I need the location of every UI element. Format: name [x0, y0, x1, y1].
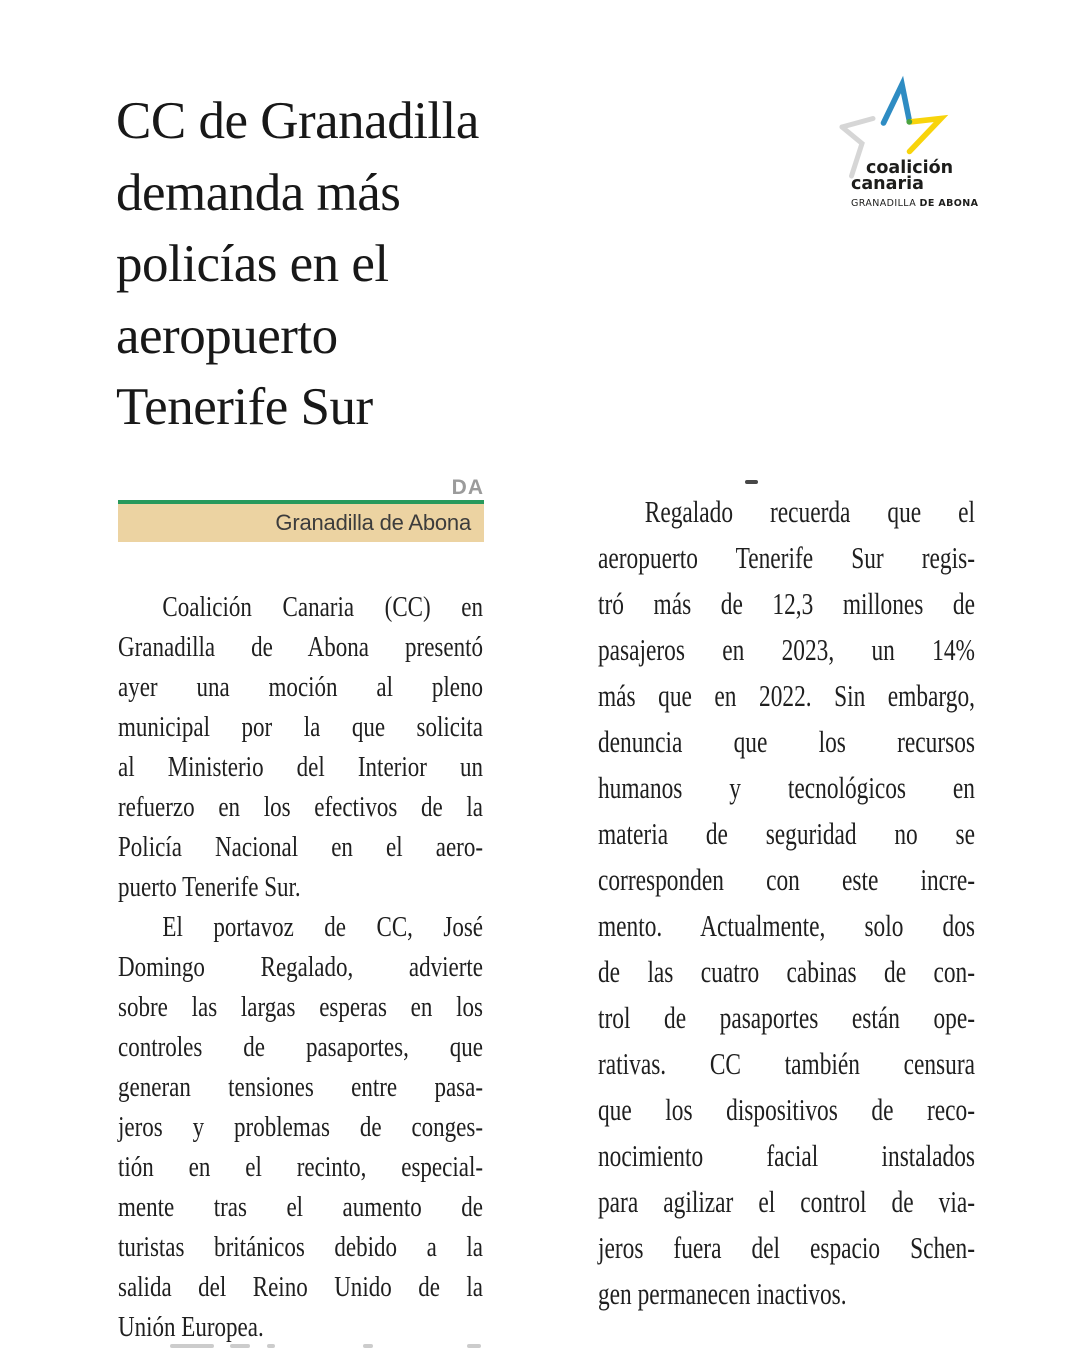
text-line: puerto Tenerife Sur. — [118, 871, 301, 903]
text-line: pasajeros en 2023, un 14% — [598, 632, 975, 667]
headline-line: aeropuerto — [116, 306, 338, 365]
cutoff-text-artifact — [745, 480, 758, 484]
logo-brand-line1: coalición — [866, 158, 954, 178]
text-line: municipal por la que solicita — [118, 711, 484, 743]
text-line: mente tras el aumento de — [118, 1191, 484, 1223]
text-line: Unión Europea. — [118, 1311, 264, 1343]
text-line: salida del Reino Unido de la — [118, 1271, 484, 1303]
text-line: más que en 2022. Sin embargo, — [598, 678, 975, 713]
article-column-right — [598, 489, 975, 1317]
star-gray-arm — [842, 119, 873, 128]
headline-line: CC de Granadilla — [116, 92, 479, 150]
text-line: Domingo Regalado, advierte — [118, 951, 484, 983]
text-line: El portavoz de CC, José — [162, 911, 484, 943]
text-line: de las cuatro cabinas de con- — [598, 954, 975, 989]
text-line: Regalado recuerda que el — [644, 494, 975, 529]
text-line: Policía Nacional en el aero- — [118, 831, 484, 863]
article-column-left — [118, 587, 483, 1347]
text-line: humanos y tecnológicos en — [598, 770, 975, 805]
logo-brand-line2: canaria — [851, 174, 924, 194]
logo-location-line — [851, 199, 978, 209]
kicker-box — [118, 504, 484, 542]
text-line: al Ministerio del Interior un — [118, 751, 484, 783]
text-line: turistas británicos debido a la — [118, 1231, 484, 1263]
text-line: aeropuerto Tenerife Sur regis- — [598, 540, 975, 575]
star-gray-tail — [842, 127, 862, 176]
cutoff-ghost-line — [118, 1344, 484, 1350]
text-line: rativas. CC también censura — [598, 1046, 975, 1081]
headline-line: demanda más — [116, 163, 401, 222]
text-line: jeros y problemas de conges- — [118, 1111, 484, 1143]
text-line: ayer una moción al pleno — [118, 671, 484, 703]
text-line: Coalición Canaria (CC) en — [162, 591, 484, 623]
text-line: tión en el recinto, especial- — [118, 1151, 484, 1183]
text-line: generan tensiones entre pasa- — [118, 1071, 484, 1103]
star-blue-peak — [884, 85, 910, 124]
star-yellow-chevron — [910, 119, 942, 152]
text-line: mento. Actualmente, solo dos — [598, 908, 975, 943]
text-line: que los dispositivos de reco- — [598, 1092, 975, 1127]
text-line: nocimiento facial instalados — [598, 1138, 975, 1173]
headline-line: Tenerife Sur — [116, 378, 373, 436]
headline — [116, 86, 546, 444]
text-line: controles de pasaportes, que — [118, 1031, 484, 1063]
text-line: materia de seguridad no se — [598, 816, 975, 851]
text-line: denuncia que los recursos — [598, 724, 975, 759]
logo-location-regular: GRANADILLA — [851, 198, 920, 209]
text-line: trol de pasaportes están ope- — [598, 1000, 975, 1035]
logo-location-bold: DE ABONA — [919, 198, 979, 209]
kicker-label: Granadilla de Abona — [275, 510, 471, 535]
text-line: Granadilla de Abona presentó — [118, 631, 484, 663]
byline-source-label: DA — [451, 476, 484, 499]
text-line: para agilizar el control de via- — [598, 1184, 975, 1219]
text-line: gen permanecen inactivos. — [598, 1276, 847, 1311]
headline-line: policías en el — [116, 235, 389, 293]
star-green-dot — [906, 119, 912, 125]
text-line: corresponden con este incre- — [598, 862, 975, 897]
text-line: tró más de 12,3 millones de — [598, 586, 975, 621]
text-line: sobre las largas esperas en los — [118, 991, 484, 1023]
text-line: jeros fuera del espacio Schen- — [598, 1230, 975, 1265]
text-line: refuerzo en los efectivos de la — [118, 791, 484, 823]
